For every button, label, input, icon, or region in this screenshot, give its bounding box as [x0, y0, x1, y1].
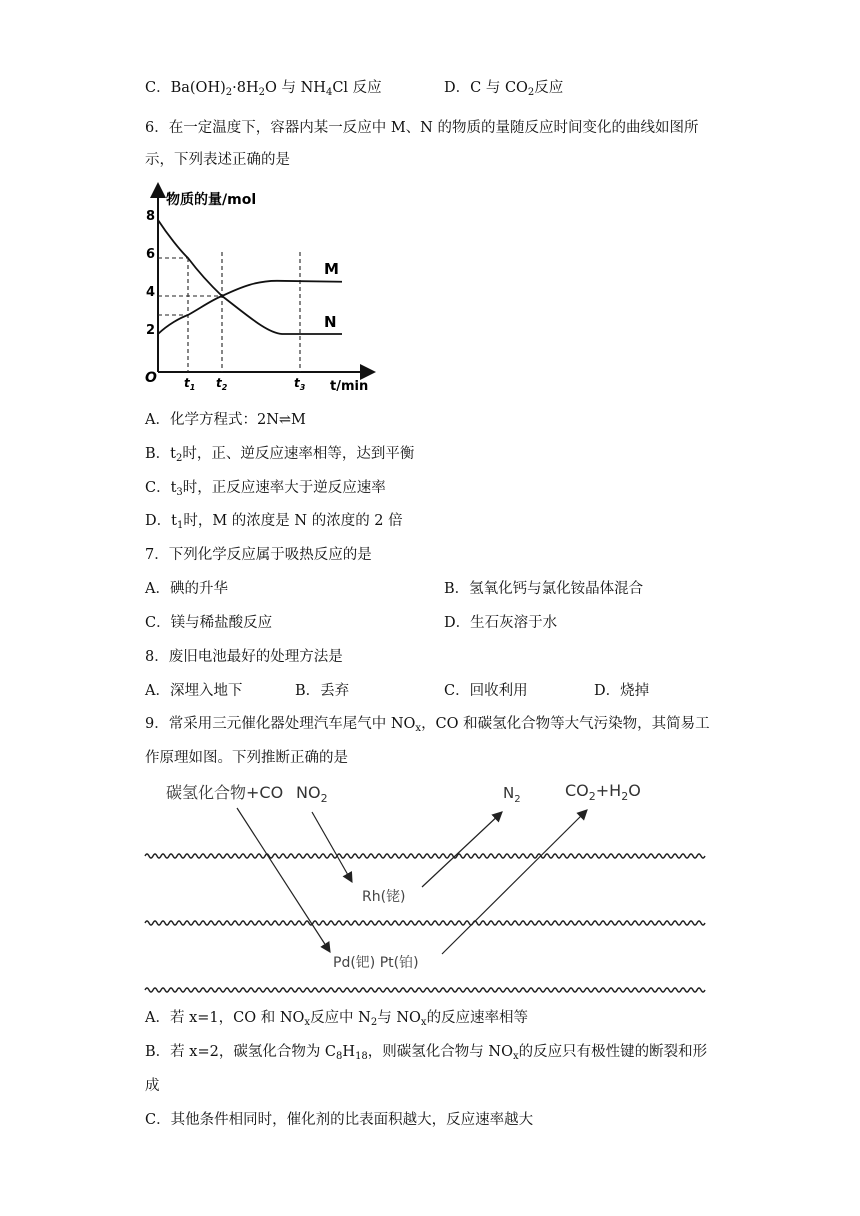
co2-h2o-label: $CO_2+H_2O$	[565, 781, 641, 803]
hydrocarbon-co-label: 碳氢化合物+CO	[166, 783, 284, 802]
series-m-label: M	[324, 260, 339, 278]
origin-label: O	[145, 370, 157, 386]
q9-option-a: A．若 x=1，CO 和 $NO_x$反应中 $N_2$与 $NO_x$的反应速率相等	[145, 1010, 529, 1028]
pd-pt-catalyst-label: Pd(钯) Pt(铂)	[333, 955, 419, 971]
q5-option-c: C．$Ba(OH)_2\cdot 8H_2O$ 与 $NH_4Cl$ 反应	[145, 80, 382, 98]
q7-option-c: C．镁与稀盐酸反应	[145, 615, 273, 631]
q7-option-b: B．氢氧化钙与氯化铵晶体混合	[444, 581, 644, 597]
q9-option-c: C．其他条件相同时，催化剂的比表面积越大，反应速率越大	[145, 1112, 534, 1128]
q9-option-b-line2: 成	[145, 1078, 160, 1094]
q9-option-b-line1: B．若 x=2，碳氢化合物为 $C_8H_{18}$，则碳氢化合物与 $NO_x$的反应只有极性键的断裂和形	[145, 1044, 708, 1062]
q6-option-a: A．化学方程式：2N⇌M	[145, 412, 306, 428]
y-tick-2: 2	[146, 323, 156, 338]
q7-stem: 7．下列化学反应属于吸热反应的是	[145, 547, 372, 563]
wave-line-bottom	[145, 988, 705, 992]
x-tick-t3: $t_3$	[294, 376, 306, 392]
wave-line-top	[145, 854, 705, 858]
no2-label: $NO_2$	[296, 783, 328, 805]
rh-catalyst-label: Rh(铑)	[362, 889, 406, 905]
y-tick-6: 6	[146, 247, 156, 262]
y-tick-8: 8	[146, 209, 156, 224]
q8-stem: 8．废旧电池最好的处理方法是	[145, 649, 343, 665]
q5-option-d: D．C 与 $CO_2$反应	[444, 80, 564, 98]
series-n-line	[158, 220, 342, 334]
q8-option-c: C．回收利用	[444, 683, 528, 699]
q8-option-d: D．烧掉	[594, 683, 650, 699]
q6-option-d: D．$t_1$时，M 的浓度是 N 的浓度的 2 倍	[145, 513, 403, 531]
q8-option-a: A．深埋入地下	[145, 683, 243, 699]
x-axis-label: t/min	[330, 379, 369, 394]
q9-stem-line1: 9．常采用三元催化器处理汽车尾气中 $NO_x$，CO 和碳氢化合物等大气污染物，其简易工	[145, 716, 710, 734]
series-m-line	[158, 281, 342, 334]
q6-chart	[140, 182, 380, 397]
arrow-rh-to-n2	[422, 812, 502, 887]
q8-option-b: B．丢弃	[295, 683, 350, 699]
wave-line-middle	[145, 921, 705, 925]
q6-stem-line1: 6．在一定温度下，容器内某一反应中 M、N 的物质的量随反应时间变化的曲线如图所	[145, 120, 699, 136]
q6-stem-line2: 示，下列表述正确的是	[145, 152, 290, 168]
guide-lines	[158, 252, 300, 372]
y-axis-label: 物质的量/mol	[166, 192, 257, 208]
q9-catalyst-diagram	[140, 770, 710, 998]
q7-option-d: D．生石灰溶于水	[444, 615, 558, 631]
q9-stem-line2: 作原理如图。下列推断正确的是	[145, 750, 348, 766]
x-tick-t2: $t_2$	[216, 376, 228, 392]
x-tick-t1: $t_1$	[184, 376, 196, 392]
y-tick-4: 4	[146, 285, 156, 300]
arrow-hc-to-pdpt	[237, 808, 330, 952]
q7-option-a: A．碘的升华	[145, 581, 228, 597]
arrow-pdpt-to-co2	[442, 810, 587, 954]
series-n-label: N	[324, 313, 337, 331]
q6-option-b: B．$t_2$时，正、逆反应速率相等，达到平衡	[145, 446, 415, 464]
q6-option-c: C．$t_3$时，正反应速率大于逆反应速率	[145, 480, 386, 498]
n2-label: $N_2$	[503, 784, 521, 805]
arrow-no2-to-rh	[312, 812, 352, 882]
